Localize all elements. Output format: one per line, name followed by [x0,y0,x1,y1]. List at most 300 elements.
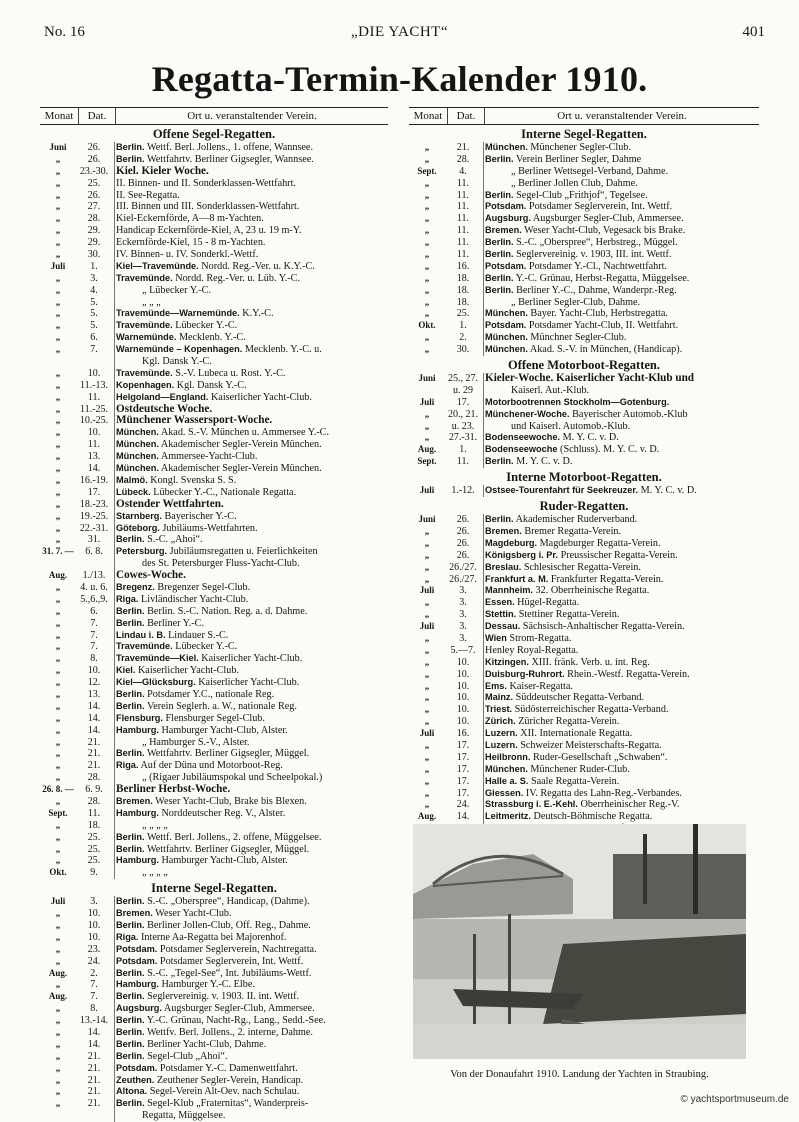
event-month: „ [55,427,61,438]
event-row [40,1110,388,1122]
event-row [40,190,388,202]
event-text: Hamburger Yacht-Club, Alster. [161,855,288,867]
event-date: 10. [456,668,470,680]
event-description [481,249,759,261]
event-date: 17. [456,763,470,775]
event-row [40,344,388,356]
event-row [40,213,388,225]
event-month: „ [55,498,61,509]
event-text: „ Berliner Segler-Club, Dahme. [511,296,641,308]
event-month: „ [424,537,430,548]
event-description [112,956,388,968]
event-description [112,844,388,856]
event-description [481,704,759,716]
event-location: Kiel—Glücksburg. [116,677,196,688]
column-header [40,107,388,125]
event-description [112,1110,388,1122]
event-description [481,609,759,621]
event-row [40,760,388,772]
event-row [409,273,759,285]
event-month: „ [55,296,61,307]
event-location: Ems. [485,680,507,691]
event-location: Berlin. [116,534,145,545]
event-month: „ [424,142,430,152]
event-location: Leitmeritz. [485,811,531,822]
event-row [40,1039,388,1051]
event-description [112,320,388,332]
event-row [40,1075,388,1087]
event-location: Lübeck. [116,486,151,497]
event-date: 9. [90,867,98,879]
event-row [40,475,388,487]
event-date: 7. [90,991,98,1003]
event-location: Hamburg. [116,855,159,866]
event-location: Bremen. [485,525,522,536]
event-month: „ [424,525,430,536]
event-description [481,585,759,597]
event-description [481,799,759,811]
event-date: 31. [87,534,101,546]
event-month: Juni [49,142,67,152]
event-row [409,716,759,728]
event-row [409,201,759,213]
event-description [112,570,388,582]
event-text: Deutsch-Böhmische Regatta. [533,811,653,823]
event-month: „ [424,751,430,762]
event-description [112,356,388,368]
event-location: Berlin. [116,1098,145,1109]
event-text: Augsburger Segler-Club, Ammersee. [532,213,684,225]
event-month: „ [55,1027,61,1038]
event-date: 16. [456,260,470,272]
event-date: 7. [90,979,98,991]
event-date: 2. [90,967,98,979]
event-date: 12. [87,677,101,689]
event-month: „ [424,775,430,786]
event-location: Luzern. [485,739,518,750]
event-text: „ „ „ [142,296,161,308]
event-month: „ [55,748,61,759]
event-row [40,368,388,380]
event-date: 24. [456,799,470,811]
section-heading: Interne Segel-Regatten. [521,127,647,141]
event-location: Potsdam. [485,201,527,212]
event-text: Potsdamer Seglerverein, Int. Wettf. [528,201,673,213]
event-row [409,456,759,468]
event-row [40,784,388,796]
event-text: S.-V. Lubeca u. Rost. Y.-C. [175,367,286,379]
event-text: Bremer Regatta-Verein. [524,525,622,537]
event-list [409,142,759,356]
event-description [112,154,388,166]
event-month: „ [55,677,61,688]
event-date: 10. [456,716,470,728]
event-location: Petersburg. [116,546,168,557]
event-description [112,713,388,725]
event-location: München. [485,308,528,319]
event-description [112,499,388,511]
event-description [481,385,759,397]
event-location: München. [485,763,528,774]
event-date: 26. [87,142,101,153]
event-month [409,385,445,397]
event-location: Hamburg. [116,807,159,818]
event-text: Akad. S.-V. München u. Ammersee Y.-C. [160,427,330,439]
event-location: Berlin. [116,1015,145,1026]
event-location: Potsdam. [485,320,527,331]
event-row [40,991,388,1003]
event-description [481,633,759,645]
event-text: Kongl. Svenska S. S. [150,474,237,486]
event-text: Berliner Jollen-Club, Off. Reg., Dahme. [147,920,311,931]
event-row [40,297,388,309]
event-description [112,166,388,178]
event-month: „ [55,665,61,676]
event-row [40,166,388,178]
event-description [481,409,759,421]
landing-photo-illustration [413,824,746,1059]
event-date: 14. [87,1027,101,1039]
event-description [112,1051,388,1063]
event-date: 26. [456,537,470,549]
event-date: 18.-23. [79,498,109,510]
event-description [481,397,759,409]
event-text: III. Binnen und III. Sonderklassen-Wettfahrt. [116,201,300,213]
event-date: 13. [87,451,101,463]
event-description [112,368,388,380]
event-row [40,920,388,932]
event-month: „ [55,367,61,378]
event-description [112,1075,388,1087]
event-text: Magdeburger Regatta-Verein. [539,537,661,549]
event-date: 10. [87,665,101,677]
event-description [112,896,388,908]
event-list [409,485,759,497]
event-description [112,523,388,535]
event-month: „ [55,403,61,414]
event-date: 10. [87,367,101,379]
event-location: Bregenz. [116,581,155,592]
event-month: „ [55,1050,61,1061]
event-text: Rhein.-Westf. Regatta-Verein. [567,668,690,680]
event-text: (Schluss). M. Y. C. v. D. [560,444,660,456]
event-date: 1. [90,260,98,272]
event-month: Juli [419,396,435,407]
event-description [112,867,388,879]
event-date: 21. [87,1086,101,1098]
event-text: Lübecker Y.-C. [175,320,238,332]
event-month: „ [55,272,61,283]
event-location: Zürich. [485,716,516,727]
event-text: Ostdeutsche Woche. [116,403,213,415]
event-text: Südösterreichischer Regatta-Verband. [514,704,669,716]
event-date: 14. [87,724,101,736]
event-description [481,421,759,433]
event-month: 26. 8. — [42,784,74,795]
event-date: 26./27. [449,561,477,573]
event-description [481,201,759,213]
event-month: „ [55,605,61,616]
event-location: Flensburg. [116,712,163,723]
event-description [112,487,388,499]
event-date: 13. [87,688,101,700]
event-text: M. Y. C. v. D. [562,432,619,444]
event-text: Lindauer S.-C. [168,629,229,641]
event-description [112,558,388,570]
event-date: 10. [87,931,101,943]
event-text: S.-C. „Oberspree“, Herbstreg., Müggel. [516,237,678,249]
left-sections [40,127,388,1122]
event-text: M. Y. C. v. D. [516,456,573,468]
event-text: 32. Oberrheinische Regatta. [535,585,650,597]
event-date: 21. [87,1062,101,1074]
event-row [40,1063,388,1075]
event-row [409,297,759,309]
event-row [40,415,388,427]
event-description [112,285,388,297]
event-month: „ [55,165,61,176]
event-month: „ [424,692,430,703]
right-sections [409,127,759,835]
event-row [40,677,388,689]
event-text: Kgl. Dansk Y.-C. [142,356,212,368]
event-list [40,142,388,879]
column-header [409,107,759,125]
event-text: Wettfahrtv. Berliner Gigsegler, Müggel. [146,748,310,760]
event-date: 3. [459,621,467,633]
event-month: „ [424,272,430,283]
event-date: 27. [87,201,101,213]
event-month: „ [424,644,430,655]
event-text: Berlin. S.-C. Nation. Reg. a. d. Dahme. [147,605,308,617]
event-location: Breslau. [485,561,522,572]
event-location: Luzern. [485,728,518,739]
event-row [40,320,388,332]
event-date: 5. [90,296,98,308]
event-text: Y.-C. Grünau, Nacht-Rg., Lang., Sedd.-See. [146,1015,326,1027]
event-date: 25. [456,308,470,320]
event-description [481,669,759,681]
event-text: Hügel-Regatta. [517,597,580,609]
event-month: „ [424,213,430,224]
event-row [40,748,388,760]
event-location: Zeuthen. [116,1074,155,1085]
event-month: „ [424,332,430,343]
event-date: 11. [456,249,470,261]
event-date: 8. [90,653,98,665]
event-text: Jubiläums-Wettfahrten. [162,522,258,534]
event-month: Okt. [418,320,436,331]
event-month: „ [424,573,430,584]
event-location: Königsberg i. Pr. [485,549,559,560]
event-month: „ [55,474,61,485]
event-date: 18. [456,284,470,296]
event-text: Verein Berliner Segler, Dahme [515,153,642,165]
event-date: 3. [90,272,98,284]
event-location: Travemünde—Kiel. [116,653,199,664]
event-location: Magdeburg. [485,537,538,548]
section-heading: Offene Segel-Regatten. [152,127,276,141]
event-date: 10. [87,908,101,920]
event-description [112,677,388,689]
event-date: 17. [456,787,470,799]
event-row [40,332,388,344]
event-date: 18. [456,272,470,284]
event-text: Lübecker Y.-C. [175,641,238,653]
event-location: Kiel—Travemünde. [116,260,199,271]
event-row [409,373,759,385]
event-row [40,534,388,546]
event-text: Münchener Wassersport-Woche. [116,415,273,427]
event-description [112,748,388,760]
event-description [481,752,759,764]
event-text: M. Y. C. v. D. [640,485,697,497]
event-description [481,788,759,800]
event-location: Triest. [485,704,513,715]
event-month: Juli [419,621,435,632]
event-description [112,190,388,202]
event-text: Kgl. Dansk Y.-C. [176,379,247,391]
event-date: 4. [459,165,467,177]
event-text: K.Y.-C. [242,308,274,320]
event-date: 19.-25. [79,510,109,522]
event-month: „ [55,1015,61,1026]
event-description [112,1063,388,1075]
event-description [481,444,759,456]
event-month: „ [55,855,61,866]
event-text: Preussischer Regatta-Verein. [560,549,678,561]
event-description [481,285,759,297]
event-month: „ [424,561,430,572]
event-description [112,213,388,225]
event-text: Segel-Klub „Fraternitas“, Wanderpreis- [147,1098,309,1110]
event-row [40,178,388,190]
event-row [409,142,759,154]
event-row [40,820,388,832]
event-text: Wettfahrtv. Berliner Gigsegler, Müggel. [146,843,310,855]
event-month: „ [424,308,430,319]
event-date: 28. [87,772,101,784]
event-text: Segel-Club „Frithjof“, Tegelsee. [516,189,648,201]
event-list [409,373,759,468]
event-month: „ [55,534,61,545]
event-date: 10. [456,656,470,668]
event-list [40,896,388,1122]
event-date: 10.-25. [79,415,109,427]
event-location: München. [116,463,159,474]
event-date: 21. [87,1074,101,1086]
event-date: 26. [456,514,470,526]
event-row [409,574,759,586]
event-location: Frankfurt a. M. [485,573,549,584]
event-date: 26. [87,189,101,201]
event-description [481,681,759,693]
event-location: Halle a. S. [485,775,529,786]
page-number: 401 [742,24,765,40]
event-description [112,237,388,249]
event-location: Mannheim. [485,585,533,596]
event-row [409,261,759,273]
event-row [409,249,759,261]
event-date: 26. [456,525,470,537]
event-text: S.-C. „Ahoi“. [147,534,203,546]
event-month: „ [55,225,61,236]
event-description [481,297,759,309]
event-date: 7. [90,641,98,653]
event-text: Berliner Herbst-Woche. [116,784,231,796]
event-date: 25. [87,831,101,843]
event-text: Akademischer Ruderverband. [515,514,638,526]
event-month: „ [55,1062,61,1073]
event-location: Riga. [116,760,139,771]
event-location: Göteborg. [116,522,160,533]
event-row [409,526,759,538]
event-month: „ [55,641,61,652]
event-text: Ammersee-Yacht-Club. [160,451,258,463]
event-date: 6. [90,332,98,344]
event-date: 25. [87,855,101,867]
event-row [409,538,759,550]
event-date: 5.,6.,9. [80,593,108,605]
event-month: „ [55,249,61,260]
event-row [40,546,388,558]
event-date: 16. [456,728,470,740]
event-row [40,665,388,677]
event-month: „ [55,653,61,664]
event-date: 8. [90,1003,98,1015]
event-location: Berlin. [116,1027,145,1038]
event-text: Wettf. Berl. Jollens., 1. offene, Wannsee. [146,142,314,153]
event-date: 17. [456,396,470,408]
event-location: Travemünde—Warnemünde. [116,308,240,319]
event-description [481,514,759,526]
event-month: Juli [419,585,435,596]
event-location: Duisburg-Ruhrort. [485,668,565,679]
event-text: Norddeutscher Reg. V., Alster. [161,807,286,819]
event-text: Züricher Regatta-Verein. [518,716,620,728]
event-row [409,285,759,297]
event-month: „ [55,843,61,854]
event-text: Wettfahrtv. Berliner Gigsegler, Wannsee. [146,153,314,165]
event-description [481,178,759,190]
event-date: 21. [87,748,101,760]
event-month: „ [424,153,430,164]
event-location: Kitzingen. [485,656,529,667]
event-date: 17. [456,775,470,787]
event-row [40,511,388,523]
event-description [112,979,388,991]
event-description [481,190,759,202]
event-date: 1. [459,320,467,332]
event-date: 3. [459,609,467,621]
event-date: 4. [90,284,98,296]
event-row [409,562,759,574]
event-row [40,285,388,297]
event-text: Seglervereinig. v. 1903. II. int. Wettf. [147,991,300,1003]
issue-number: No. 16 [44,24,85,40]
event-text: Kaiserlicher Yacht-Club. [210,391,312,403]
event-date: 23. [87,943,101,955]
event-description [481,432,759,444]
event-date: 11. [87,807,101,819]
event-row [409,166,759,178]
event-row [40,653,388,665]
event-text: Ruder-Gesellschaft „Schwaben“. [532,751,668,763]
event-row [409,385,759,397]
event-date: 29. [87,237,101,249]
event-month: „ [55,581,61,592]
event-row [40,713,388,725]
